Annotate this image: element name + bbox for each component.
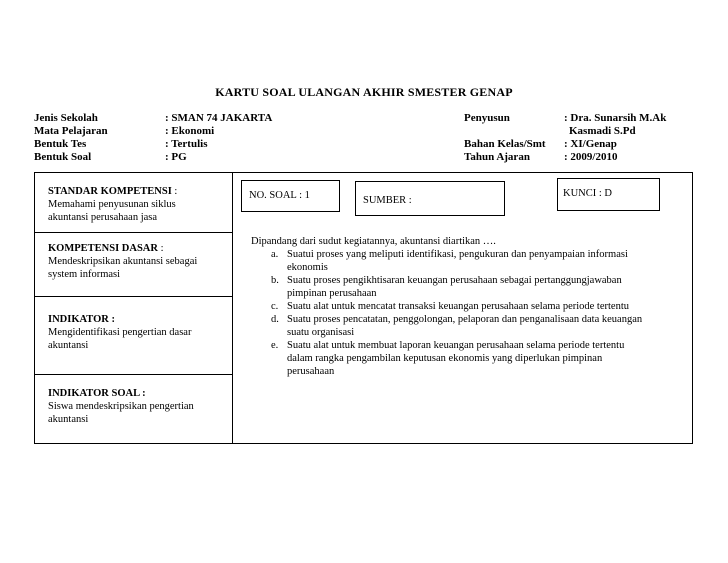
section-standar-kompetensi [48, 185, 228, 224]
label-bentuk-soal: Bentuk Soal [34, 151, 92, 163]
value-bentuk-tes: : Tertulis [165, 138, 208, 150]
is-title: INDIKATOR SOAL : [48, 388, 146, 399]
sk-text-2: akuntansi perusahaan jasa [48, 212, 158, 223]
no-soal-text: NO. SOAL : 1 [249, 190, 310, 201]
option-line: perusahaan [287, 366, 335, 377]
card-title: KARTU SOAL ULANGAN AKHIR SMESTER GENAP [215, 85, 513, 99]
is-text-2: akuntansi [48, 414, 89, 425]
column-divider [232, 172, 233, 444]
option-line: Suatu proses pengikhtisaran keuangan perusahaan sebagai pertanggungjawaban [287, 275, 622, 286]
kunci-text: KUNCI : D [563, 188, 612, 199]
option-marker: c. [271, 301, 279, 312]
label-bahan-kelas: Bahan Kelas/Smt [464, 138, 546, 150]
sumber-text: SUMBER : [363, 195, 412, 206]
label-mata-pelajaran: Mata Pelajaran [34, 125, 108, 137]
option-line: Suatu alat untuk membuat laporan keuangan perusahaan selama periode tertentu [287, 340, 625, 351]
label-jenis-sekolah: Jenis Sekolah [34, 112, 98, 124]
kd-title: KOMPETENSI DASAR [48, 243, 158, 254]
ind-title: INDIKATOR : [48, 314, 115, 325]
header-right-labels [464, 112, 546, 164]
divider-1 [34, 232, 233, 233]
value-mata-pelajaran: : Ekonomi [165, 125, 215, 137]
section-indikator-soal [48, 387, 228, 426]
option-a [251, 248, 681, 274]
header-right-values [564, 112, 666, 164]
option-marker: d. [271, 314, 279, 325]
sk-title: STANDAR KOMPETENSI [48, 186, 172, 197]
option-line: ekonomis [287, 262, 328, 273]
sk-text-1: Memahami penyusunan siklus [48, 199, 176, 210]
header-left-labels [34, 112, 108, 164]
value-bentuk-soal: : PG [165, 151, 187, 163]
option-marker: e. [271, 340, 279, 351]
label-penyusun: Penyusun [464, 112, 510, 124]
option-e [251, 339, 681, 378]
option-b [251, 274, 681, 300]
value-penyusun-1: : Dra. Sunarsih M.Ak [564, 112, 667, 124]
section-kompetensi-dasar [48, 242, 228, 281]
option-line: suatu organisasi [287, 327, 355, 338]
option-line: Suatu proses pencatatan, penggolongan, pelaporan dan penganalisaan data keuangan [287, 314, 643, 325]
divider-3 [34, 374, 233, 375]
question-block [251, 235, 681, 378]
value-bahan-kelas: : XI/Genap [564, 138, 617, 150]
header-left-values [165, 112, 272, 164]
option-c [251, 300, 681, 313]
value-tahun-ajaran: : 2009/2010 [564, 151, 618, 163]
value-penyusun-2: Kasmadi S.Pd [569, 125, 636, 137]
option-line: Suatu alat untuk mencatat transaksi keuangan perusahaan selama periode tertentu [287, 301, 629, 312]
option-marker: b. [271, 275, 279, 286]
sk-colon: : [171, 186, 178, 197]
label-tahun-ajaran: Tahun Ajaran [464, 151, 530, 163]
option-d [251, 313, 681, 339]
ind-text-1: Mengidentifikasi pengertian dasar [48, 327, 192, 338]
option-line: Suatui proses yang meliputi identifikasi, pengukuran dan penyampaian informasi [287, 249, 628, 260]
label-bentuk-tes: Bentuk Tes [34, 138, 87, 150]
kd-colon: : [157, 243, 164, 254]
kunci-box [557, 178, 660, 211]
answer-options [251, 248, 681, 378]
question-stem: Dipandang dari sudut kegiatannya, akuntansi diartikan …. [251, 236, 496, 247]
option-marker: a. [271, 249, 279, 260]
option-line: pimpinan perusahaan [287, 288, 377, 299]
divider-2 [34, 296, 233, 297]
no-soal-box [241, 180, 340, 212]
sumber-box [355, 181, 505, 216]
value-jenis-sekolah: : SMAN 74 JAKARTA [165, 112, 273, 124]
option-line: dalam rangka pengambilan keputusan ekonomis yang diperlukan pimpinan [287, 353, 603, 364]
is-text-1: Siswa mendeskripsikan pengertian [48, 401, 194, 412]
section-indikator [48, 313, 228, 352]
kd-text-1: Mendeskripsikan akuntansi sebagai [48, 256, 198, 267]
kd-text-2: system informasi [48, 269, 121, 280]
ind-text-2: akuntansi [48, 340, 89, 351]
